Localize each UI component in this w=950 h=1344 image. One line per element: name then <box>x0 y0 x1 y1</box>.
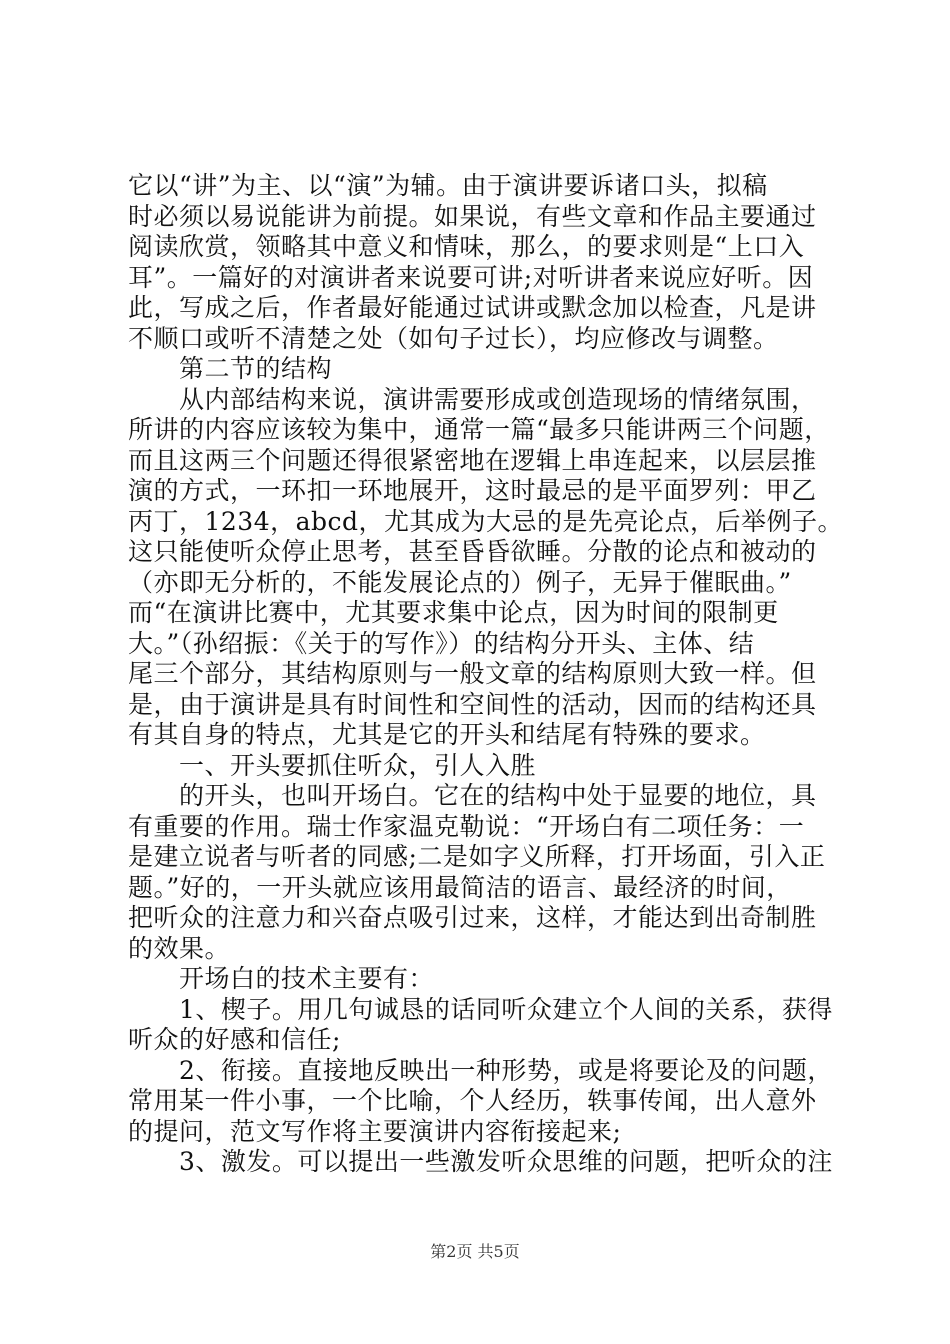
text-line: 演的方式，一环扣一环地展开，这时最忌的是平面罗列：甲乙 <box>128 476 817 505</box>
text-line: 此，写成之后，作者最好能通过试讲或默念加以检查，凡是讲 <box>128 293 817 322</box>
list-item: 1、楔子。用几句诚恳的话同听众建立个人间的关系，获得 <box>128 994 833 1024</box>
text-line: 而且这两三个问题还得很紧密地在逻辑上串连起来，以层层推 <box>128 445 817 475</box>
list-item: 3、激发。可以提出一些激发听众思维的问题，把听众的注 <box>128 1147 833 1176</box>
text-line: 丙丁，1234，abcd，尤其成为大忌的是先亮论点，后举例子。 <box>128 506 844 536</box>
text-line: 有其自身的特点，尤其是它的开头和结尾有特殊的要求。 <box>128 720 766 749</box>
text-line: 把听众的注意力和兴奋点吸引过来，这样，才能达到出奇制胜 <box>128 903 817 932</box>
text-line: 是，由于演讲是具有时间性和空间性的活动，因而的结构还具 <box>128 689 817 719</box>
list-item: 2、衔接。直接地反映出一种形势，或是将要论及的问题， <box>128 1055 833 1085</box>
text-line: 所讲的内容应该较为集中，通常一篇“最多只能讲两三个问题， <box>128 415 830 444</box>
text-line: 大。”（孙绍振：《关于的写作》）的结构分开头、主体、结 <box>128 628 755 658</box>
text-line: （亦即无分析的，不能发展论点的）例子，无异于催眠曲。” <box>128 567 792 597</box>
text-line: 开场白的技术主要有： <box>128 964 435 993</box>
section-heading: 第二节的结构 <box>128 354 333 383</box>
text-line: 的提问，范文写作将主要演讲内容衔接起来; <box>128 1116 622 1146</box>
text-line: 这只能使听众停止思考，甚至昏昏欲睡。分散的论点和被动的 <box>128 537 817 566</box>
text-line: 题。”好的，一开头就应该用最简洁的语言、最经济的时间， <box>128 872 792 902</box>
text-line: 它以“讲”为主、以“演”为辅。由于演讲要诉诸口头，拟稿 <box>128 171 768 200</box>
text-line: 时必须以易说能讲为前提。如果说，有些文章和作品主要通过 <box>128 201 817 231</box>
text-line: 耳”。一篇好的对演讲者来说要可讲;对听讲者来说应好听。因 <box>128 262 814 292</box>
body-text <box>128 171 848 1178</box>
text-line: 有重要的作用。瑞士作家温克勒说：“开场白有二项任务：一 <box>128 811 805 841</box>
text-line: 听众的好感和信任; <box>128 1025 341 1054</box>
text-line: 阅读欣赏，领略其中意义和情味，那么，的要求则是“上口入 <box>128 232 805 261</box>
text-line: 的效果。 <box>128 933 231 963</box>
text-line: 的开头，也叫开场白。它在的结构中处于显要的地位，具 <box>128 781 817 810</box>
text-line: 而“在演讲比赛中，尤其要求集中论点，因为时间的限制更 <box>128 598 779 627</box>
text-line: 不顺口或听不清楚之处（如句子过长），均应修改与调整。 <box>128 323 779 353</box>
text-line: 尾三个部分，其结构原则与一般文章的结构原则大致一样。但 <box>128 659 817 688</box>
subsection-heading: 一、开头要抓住听众，引人入胜 <box>128 750 537 780</box>
text-line: 是建立说者与听者的同感;二是如字义所释，打开场面，引入正 <box>128 842 826 871</box>
text-line: 常用某一件小事，一个比喻，个人经历，轶事传闻，出人意外 <box>128 1086 817 1115</box>
page-footer: 第2页 共5页 <box>430 1242 520 1261</box>
text-line: 从内部结构来说，演讲需要形成或创造现场的情绪氛围， <box>128 384 817 414</box>
